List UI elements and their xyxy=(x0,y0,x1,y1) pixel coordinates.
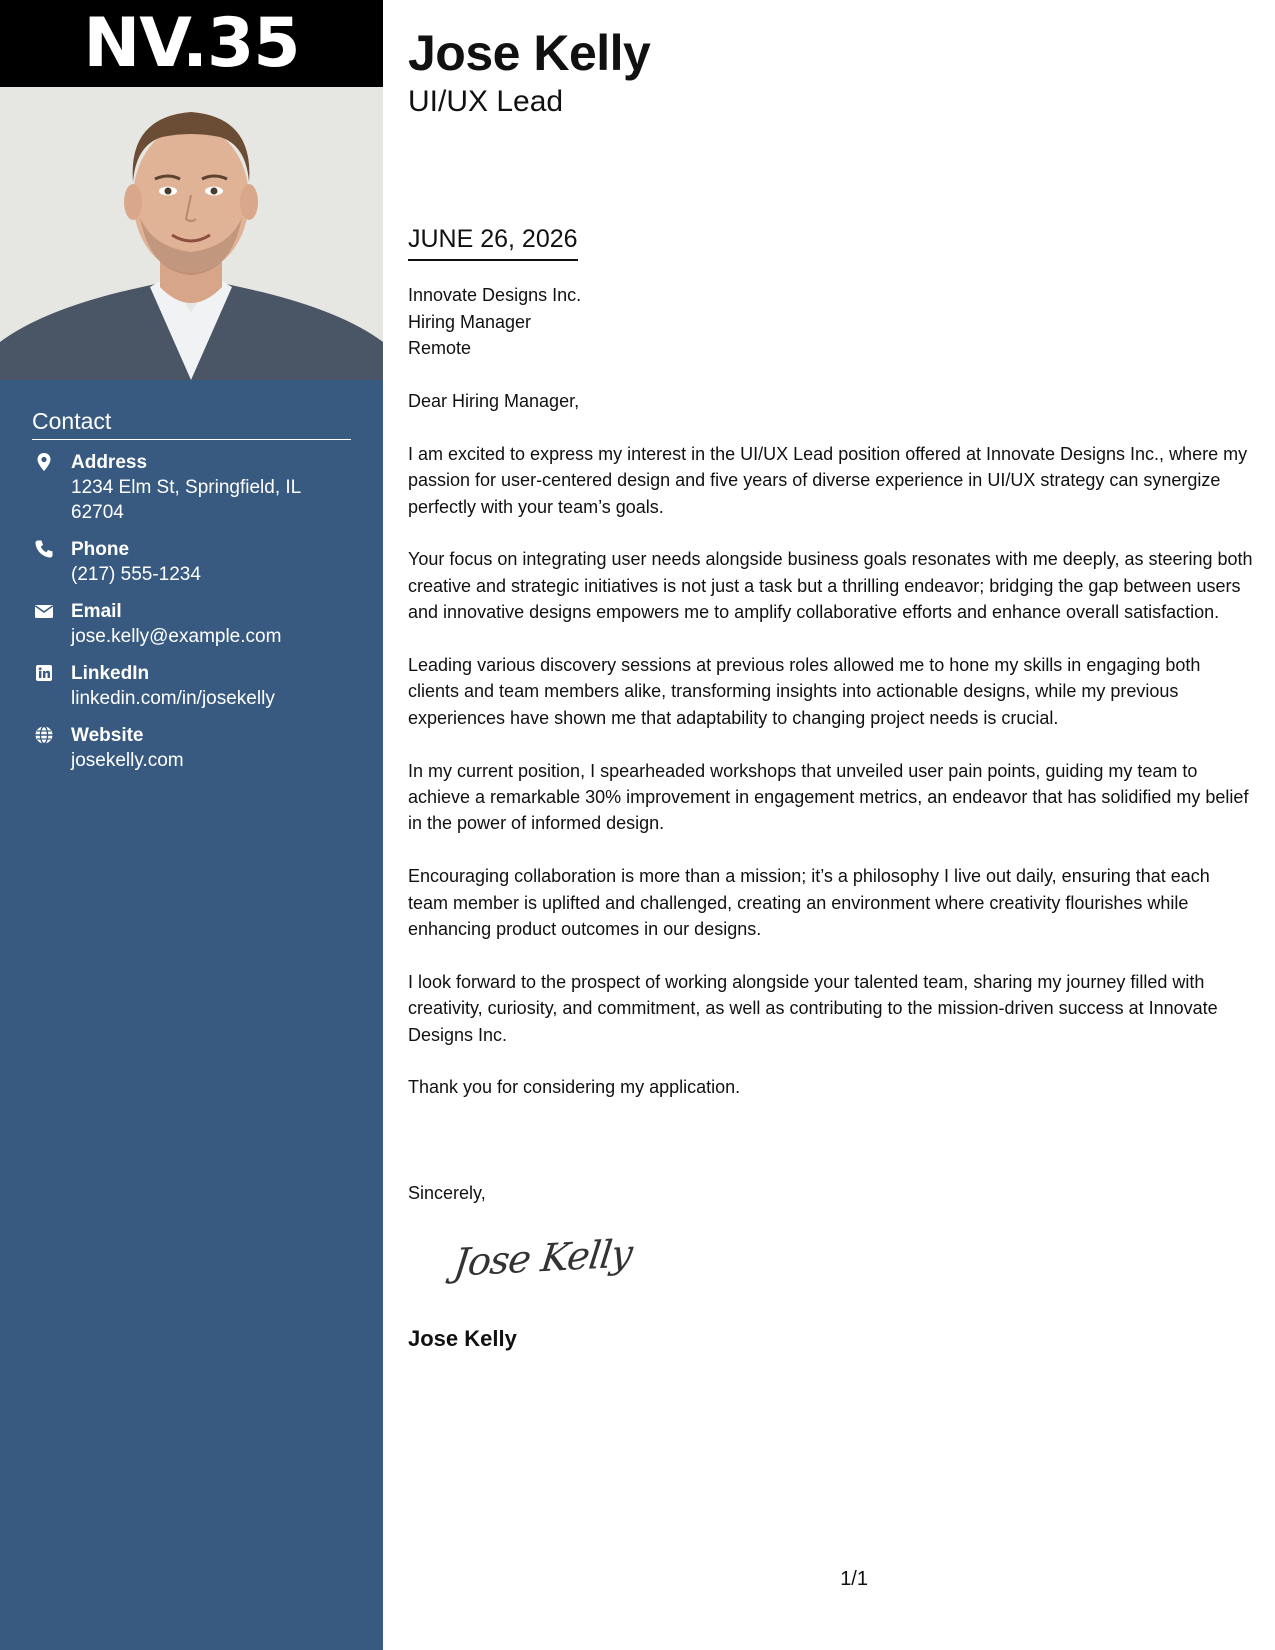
paragraph: I look forward to the prospect of working alongside your talented team, sharing my journey filled with creativity, curiosity, and commitment, as well as contributing to the mission-driven success at Innovate Designs Inc. xyxy=(408,971,1218,1045)
contact-website-value[interactable]: josekelly.com xyxy=(71,750,184,771)
contact-website-label: Website xyxy=(71,725,144,746)
contact-address-label: Address xyxy=(71,452,148,473)
paragraph: In my current position, I spearheaded workshops that unveiled user pain points, guiding my team to achieve a remarkable 30% improvement in engagement metrics, an endeavor that has solidified my belief in the power of informed design. xyxy=(408,760,1249,834)
paragraph: Your focus on integrating user needs alongside business goals resonates with me deeply, as steering both creative and strategic initiatives is not just a task but a thrilling endeavor; bridging the gap between users and innovative designs empowers me to amplify collaborative efforts and enhance overall satisfaction. xyxy=(408,549,1253,623)
contact-email-value: jose.kelly@example.com xyxy=(71,626,282,647)
map-pin-icon xyxy=(34,452,54,472)
profile-photo xyxy=(0,87,383,380)
contact-phone xyxy=(32,537,351,587)
letter-body xyxy=(408,388,1253,1127)
sidebar xyxy=(0,0,383,1650)
contact-address xyxy=(32,450,351,525)
paragraph: I am excited to express my interest in the UI/UX Lead position offered at Innovate Designs Inc., where my passion for user-centered design and five years of diverse experience in UI/UX strategy can synergize perfectly with your team’s goals. xyxy=(408,443,1248,517)
applicant-title: UI/UX Lead xyxy=(408,85,564,118)
contact-section xyxy=(32,408,351,785)
globe-icon xyxy=(34,725,54,745)
salutation: Dear Hiring Manager, xyxy=(408,391,580,411)
envelope-icon xyxy=(34,601,54,621)
contact-linkedin xyxy=(32,661,351,711)
contact-website xyxy=(32,723,351,773)
recipient-company: Innovate Designs Inc. xyxy=(408,285,582,305)
applicant-name: Jose Kelly xyxy=(408,25,651,81)
letter-date: JUNE 26, 2026 xyxy=(408,222,578,261)
phone-icon xyxy=(34,539,54,559)
paragraph: Leading various discovery sessions at previous roles allowed me to hone my skills in engaging both clients and team members alike, transforming insights into actionable designs, while my previous experiences have shown me that adaptability to changing project needs is crucial. xyxy=(408,655,1201,728)
contact-title: Contact xyxy=(32,408,351,440)
linkedin-icon xyxy=(34,663,54,683)
recipient-block xyxy=(408,282,581,362)
recipient-role: Hiring Manager xyxy=(408,311,532,332)
contact-phone-value: (217) 555-1234 xyxy=(71,564,201,585)
signer-name: Jose Kelly xyxy=(408,1326,517,1351)
logo: NV.35 xyxy=(0,0,383,87)
contact-phone-label: Phone xyxy=(71,539,130,560)
paragraph: Encouraging collaboration is more than a mission; it’s a philosophy I live out daily, ensuring that each team member is uplifted and challenged, creating an environment where creativity flourishes while enhancing product outcomes in our designs. xyxy=(408,866,1210,940)
paragraph: Thank you for considering my application. xyxy=(408,1077,741,1098)
recipient-location: Remote xyxy=(408,338,472,358)
contact-linkedin-value[interactable]: linkedin.com/in/josekelly xyxy=(71,688,275,709)
closing: Sincerely, xyxy=(408,1183,486,1203)
contact-linkedin-label: LinkedIn xyxy=(71,663,150,684)
contact-email-label: Email xyxy=(71,601,122,622)
contact-email xyxy=(32,599,351,649)
page-number: 1/1 xyxy=(840,1568,868,1590)
contact-address-value: 1234 Elm St, Springfield, IL 62704 xyxy=(71,477,301,523)
signature: Jose Kelly xyxy=(451,1231,635,1285)
